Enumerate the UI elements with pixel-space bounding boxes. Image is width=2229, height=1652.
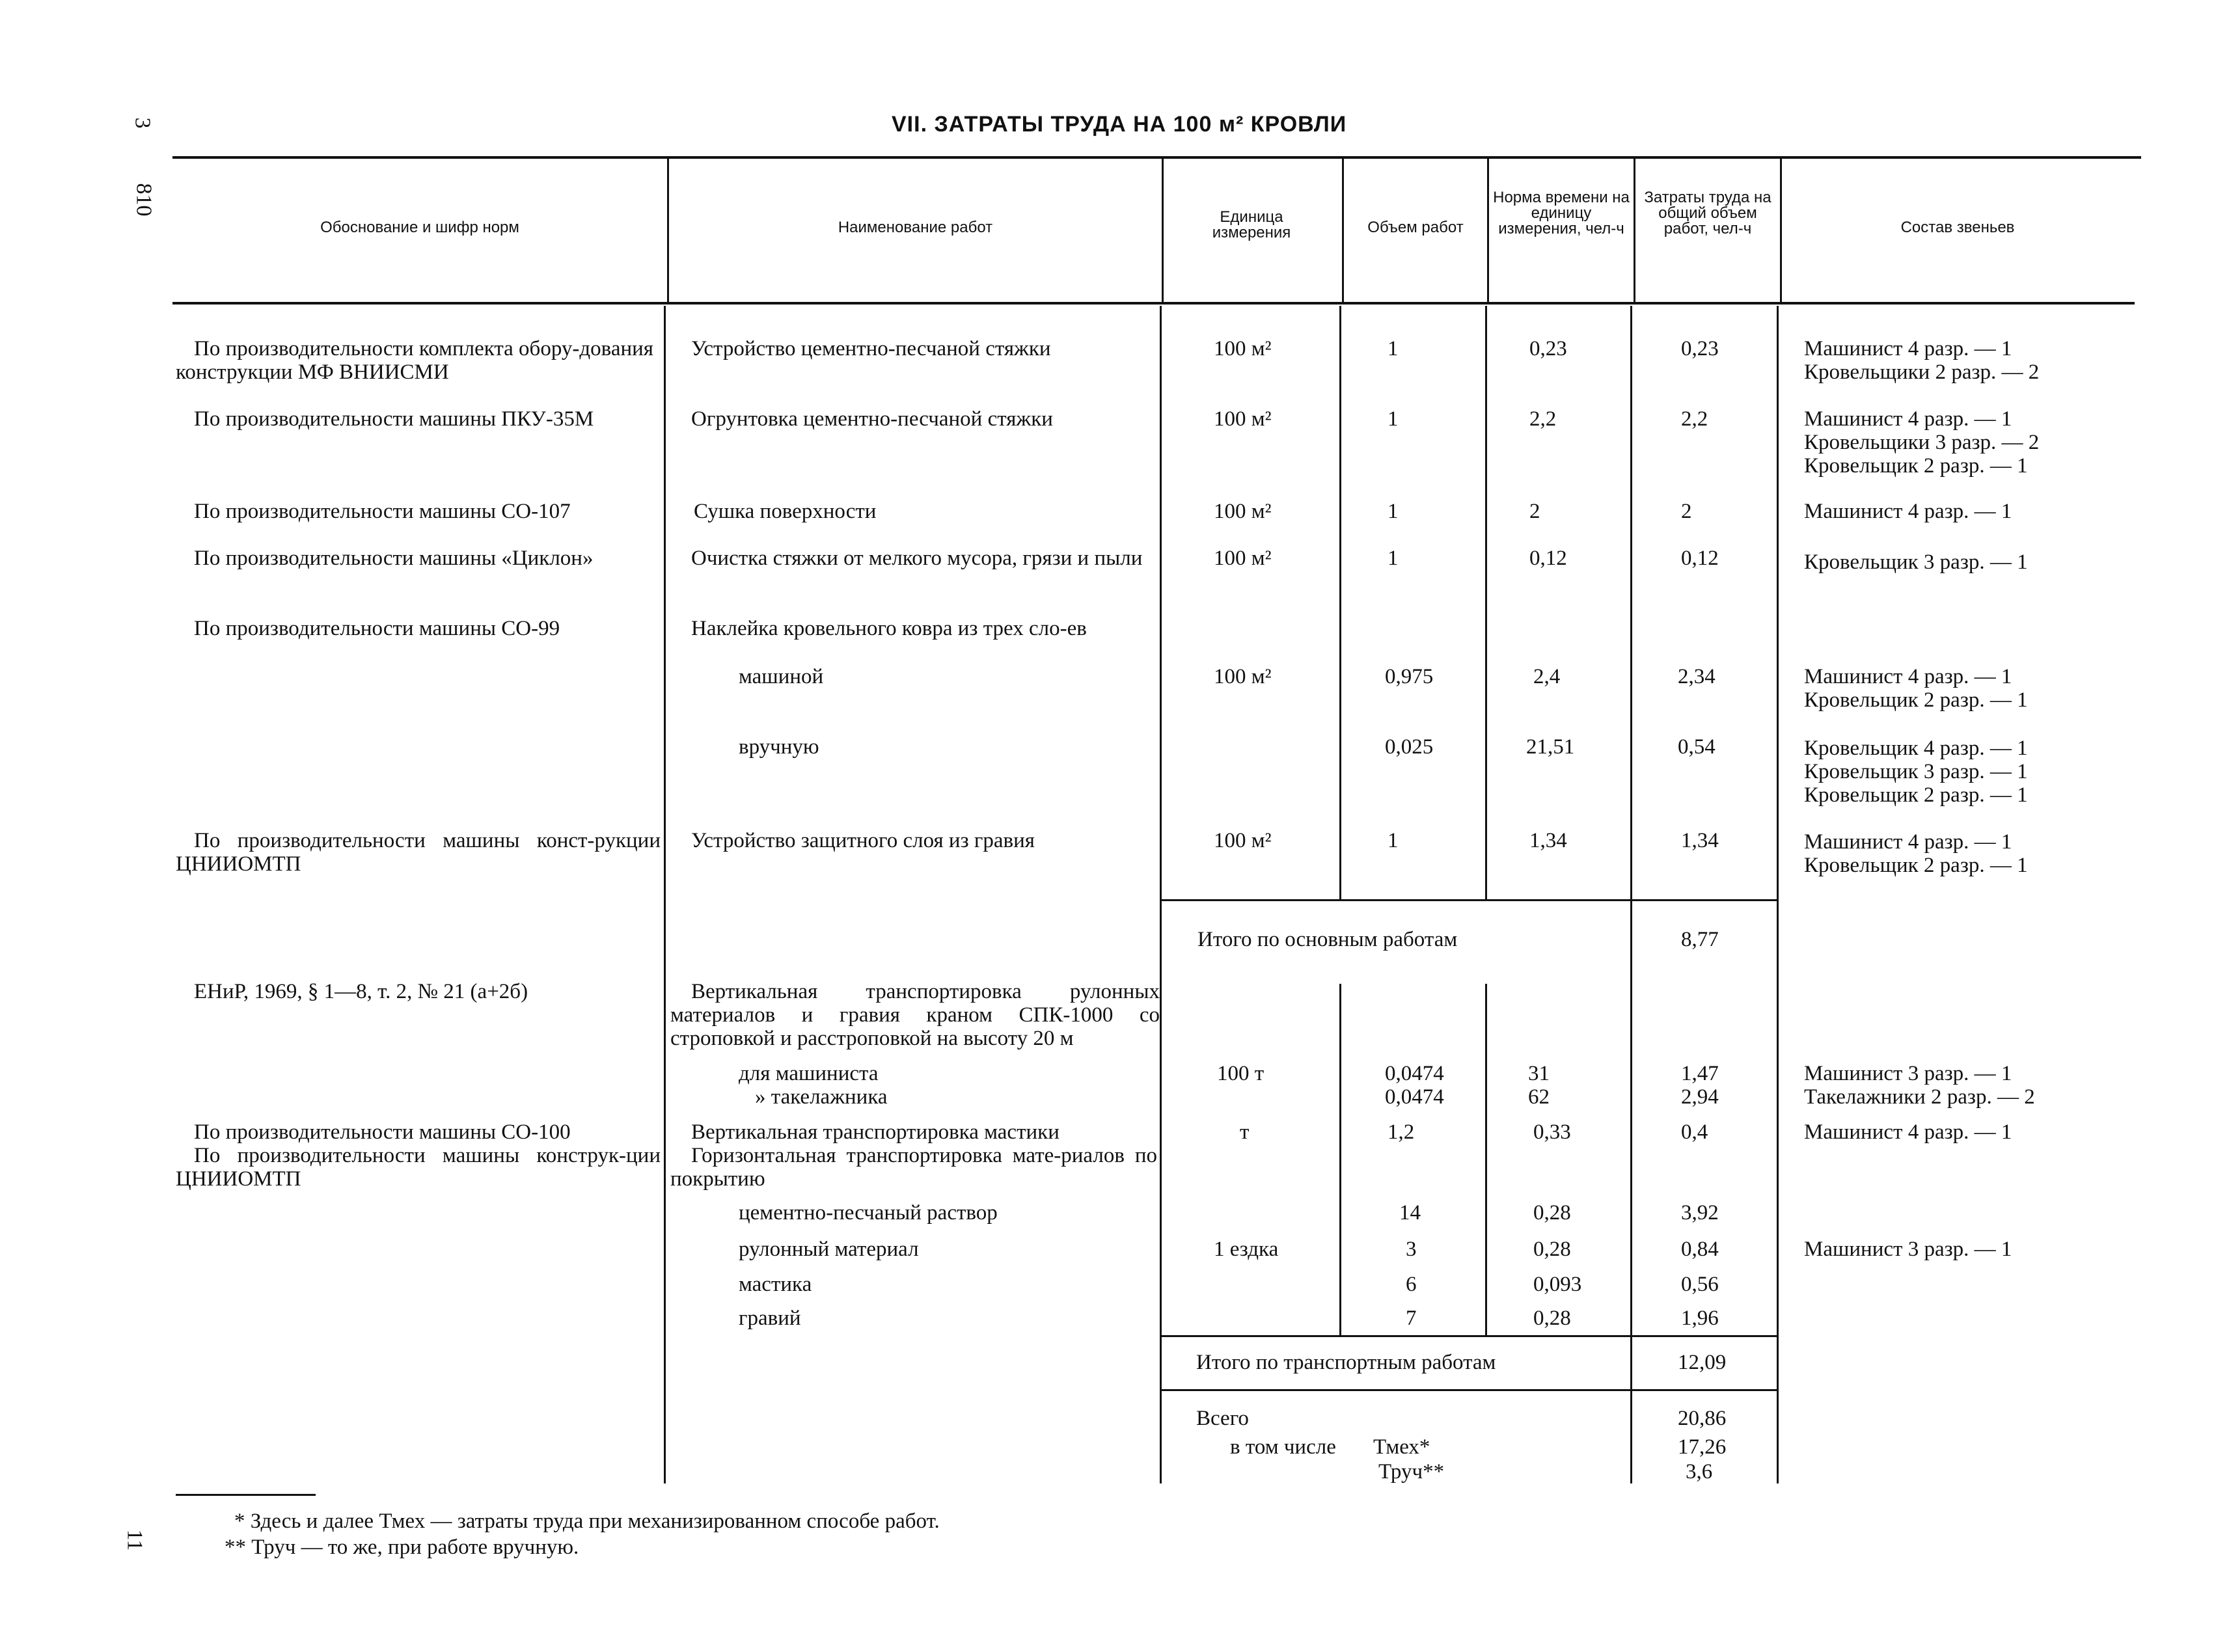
subtotal-transport-value: 12,09 xyxy=(1678,1351,1727,1374)
row-crew: Машинист 4 разр. — 1 xyxy=(1804,337,2012,360)
header-crew: Состав звеньев xyxy=(1900,219,2015,236)
row-labor: 0,56 xyxy=(1681,1273,1719,1296)
row-labor: 2,94 xyxy=(1681,1085,1719,1109)
row-work-sub: цементно-песчаный раствор xyxy=(739,1201,998,1225)
row-work-sub: вручную xyxy=(739,735,819,759)
row-volume: 1 xyxy=(1388,407,1399,431)
row-labor: 2,2 xyxy=(1681,407,1708,431)
row-crew: Кровельщик 2 разр. — 1 xyxy=(1804,783,2028,807)
row-work-sub: машиной xyxy=(739,665,824,688)
row-basis: По производительности машины конструк-ции ЦНИИОМТП xyxy=(176,1144,661,1191)
row-labor: 1,47 xyxy=(1681,1062,1719,1085)
row-crew: Машинист 4 разр. — 1 xyxy=(1804,500,2012,523)
row-norm: 0,28 xyxy=(1533,1238,1571,1261)
row-crew: Машинист 3 разр. — 1 xyxy=(1804,1238,2012,1261)
row-norm: 62 xyxy=(1528,1085,1550,1109)
row-basis: ЕНиР, 1969, § 1—8, т. 2, № 21 (а+2б) xyxy=(194,980,528,1003)
row-labor: 1,34 xyxy=(1681,829,1719,852)
header-work: Наименование работ xyxy=(838,219,993,236)
row-work: Вертикальная транспортировка мастики xyxy=(691,1120,1060,1144)
row-volume: 7 xyxy=(1406,1307,1417,1330)
subtotal-rule xyxy=(1160,1389,1777,1391)
page-number: 11 xyxy=(122,1529,147,1551)
col-divider xyxy=(664,306,666,1483)
row-norm: 1,34 xyxy=(1529,829,1567,852)
total-label: Всего xyxy=(1196,1407,1249,1430)
row-unit: 100 м² xyxy=(1214,500,1272,523)
total-t-man: Труч** xyxy=(1378,1460,1445,1483)
row-labor: 2,34 xyxy=(1678,665,1716,688)
col-divider xyxy=(1339,306,1341,899)
row-norm: 0,12 xyxy=(1529,547,1567,570)
subtotal-rule xyxy=(1160,899,1777,901)
row-norm: 2 xyxy=(1529,500,1540,523)
col-divider xyxy=(1485,984,1487,1335)
row-volume: 1,2 xyxy=(1388,1120,1415,1144)
header-volume: Объем работ xyxy=(1367,219,1464,236)
row-volume: 3 xyxy=(1406,1238,1417,1261)
row-crew: Кровельщики 2 разр. — 2 xyxy=(1804,360,2040,384)
row-unit: 100 м² xyxy=(1214,407,1272,431)
subtotal-main-value: 8,77 xyxy=(1681,928,1719,951)
col-divider xyxy=(1630,306,1632,1483)
table-top-rule xyxy=(172,156,2141,159)
total-value: 20,86 xyxy=(1678,1407,1727,1430)
row-basis: По производительности машины СО-107 xyxy=(194,500,571,523)
row-labor: 0,54 xyxy=(1678,735,1716,759)
row-norm: 0,28 xyxy=(1533,1307,1571,1330)
row-crew: Кровельщик 4 разр. — 1 xyxy=(1804,737,2028,760)
col-divider xyxy=(1162,159,1164,302)
row-volume: 1 xyxy=(1388,500,1399,523)
page-title: VII. ЗАТРАТЫ ТРУДА НА 100 м² КРОВЛИ xyxy=(892,112,1347,137)
row-unit: 100 м² xyxy=(1214,829,1272,852)
page-marker-top: 3 xyxy=(130,117,155,129)
row-unit: 100 м² xyxy=(1214,547,1272,570)
row-volume: 1 xyxy=(1388,829,1399,852)
table-header-rule xyxy=(172,302,2135,305)
header-basis: Обоснование и шифр норм xyxy=(320,219,519,236)
row-volume: 14 xyxy=(1399,1201,1421,1225)
subtotal-main-label: Итого по основным работам xyxy=(1197,928,1458,951)
row-volume: 1 xyxy=(1388,337,1399,360)
subtotal-transport-label: Итого по транспортным работам xyxy=(1196,1351,1496,1374)
row-work: Устройство защитного слоя из гравия xyxy=(691,829,1035,852)
row-unit: 1 ездка xyxy=(1214,1238,1279,1261)
row-norm: 2,4 xyxy=(1533,665,1561,688)
row-norm: 0,093 xyxy=(1533,1273,1582,1296)
row-labor: 0,4 xyxy=(1681,1120,1708,1144)
row-basis: По производительности машины ПКУ-35М xyxy=(194,407,594,431)
row-labor: 0,23 xyxy=(1681,337,1719,360)
row-basis: По производительности машины СО-100 xyxy=(194,1120,571,1144)
footnote-rule xyxy=(176,1494,316,1496)
row-crew: Кровельщики 3 разр. — 2 xyxy=(1804,431,2040,454)
row-labor: 3,92 xyxy=(1681,1201,1719,1225)
row-work-sub: гравий xyxy=(739,1307,801,1330)
row-crew: Такелажники 2 разр. — 2 xyxy=(1804,1085,2035,1109)
row-unit: 100 т xyxy=(1217,1062,1265,1085)
row-work-sub: рулонный материал xyxy=(739,1238,919,1261)
row-norm: 0,33 xyxy=(1533,1120,1571,1144)
row-volume: 0,0474 xyxy=(1385,1085,1444,1109)
row-crew: Кровельщик 3 разр. — 1 xyxy=(1804,550,2028,574)
row-labor: 2 xyxy=(1681,500,1692,523)
subtotal-rule xyxy=(1160,1335,1777,1337)
row-unit: 100 м² xyxy=(1214,337,1272,360)
row-work: Сушка поверхности xyxy=(694,500,877,523)
footnote-1: * Здесь и далее Тмех — затраты труда при механизированном способе работ. xyxy=(234,1510,940,1533)
header-unit: Единица измерения xyxy=(1212,208,1291,241)
page-code-top: 810 xyxy=(131,183,156,217)
row-basis: По производительности машины конст-рукции ЦНИИОМТП xyxy=(176,829,661,876)
row-basis: По производительности машины СО-99 xyxy=(194,617,560,640)
row-crew: Кровельщик 2 разр. — 1 xyxy=(1804,454,2028,478)
row-work: Очистка стяжки от мелкого мусора, грязи и пыли xyxy=(691,547,1143,570)
total-man-value: 3,6 xyxy=(1686,1460,1713,1483)
row-volume: 1 xyxy=(1388,547,1399,570)
row-work-sub: мастика xyxy=(739,1273,812,1296)
row-basis: По производительности комплекта обору-дования конструкции МФ ВНИИСМИ xyxy=(176,337,653,384)
row-work: Наклейка кровельного ковра из трех сло-ев xyxy=(691,617,1087,640)
total-mech-value: 17,26 xyxy=(1678,1435,1727,1459)
row-labor: 1,96 xyxy=(1681,1307,1719,1330)
row-crew: Машинист 3 разр. — 1 xyxy=(1804,1062,2012,1085)
row-crew: Машинист 4 разр. — 1 xyxy=(1804,1120,2012,1144)
row-crew: Кровельщик 3 разр. — 1 xyxy=(1804,760,2028,783)
header-norm: Норма времени на единицу измерения, чел-ч xyxy=(1493,189,1630,237)
row-work: Устройство цементно-песчаной стяжки xyxy=(691,337,1051,360)
total-t-mech: Тмех* xyxy=(1373,1435,1430,1459)
row-unit: т xyxy=(1240,1120,1250,1144)
col-divider xyxy=(1339,984,1341,1335)
row-work: Огрунтовка цементно-песчаной стяжки xyxy=(691,407,1053,431)
row-volume: 0,0474 xyxy=(1385,1062,1444,1085)
row-work-sub: » такелажника xyxy=(755,1085,888,1109)
row-work: Вертикальная транспортировка рулонных материалов и гравия краном СПК-1000 со строповкой и расстроповкой на высоту 20 м xyxy=(670,980,1160,1050)
footnote-2: ** Труч — то же, при работе вручную. xyxy=(225,1536,579,1559)
row-crew: Кровельщик 2 разр. — 1 xyxy=(1804,854,2028,877)
row-norm: 2,2 xyxy=(1529,407,1557,431)
row-work-sub: для машиниста xyxy=(739,1062,879,1085)
row-crew: Машинист 4 разр. — 1 xyxy=(1804,407,2012,431)
row-labor: 0,12 xyxy=(1681,547,1719,570)
row-unit: 100 м² xyxy=(1214,665,1272,688)
row-norm: 31 xyxy=(1528,1062,1550,1085)
row-basis: По производительности машины «Циклон» xyxy=(194,547,594,570)
row-work: Горизонтальная транспортировка мате-риалов по покрытию xyxy=(670,1144,1157,1191)
row-norm: 0,23 xyxy=(1529,337,1567,360)
row-volume: 6 xyxy=(1406,1273,1417,1296)
row-crew: Машинист 4 разр. — 1 xyxy=(1804,665,2012,688)
row-norm: 21,51 xyxy=(1526,735,1575,759)
row-crew: Кровельщик 2 разр. — 1 xyxy=(1804,688,2028,712)
row-labor: 0,84 xyxy=(1681,1238,1719,1261)
col-divider xyxy=(1777,306,1779,1483)
row-volume: 0,025 xyxy=(1385,735,1434,759)
row-volume: 0,975 xyxy=(1385,665,1434,688)
row-crew: Машинист 4 разр. — 1 xyxy=(1804,830,2012,854)
header-labor: Затраты труда на общий объем работ, чел-ч xyxy=(1644,189,1771,237)
col-divider xyxy=(1485,306,1487,899)
row-norm: 0,28 xyxy=(1533,1201,1571,1225)
total-incl-label: в том числе xyxy=(1230,1435,1336,1459)
col-divider xyxy=(1160,306,1162,1483)
